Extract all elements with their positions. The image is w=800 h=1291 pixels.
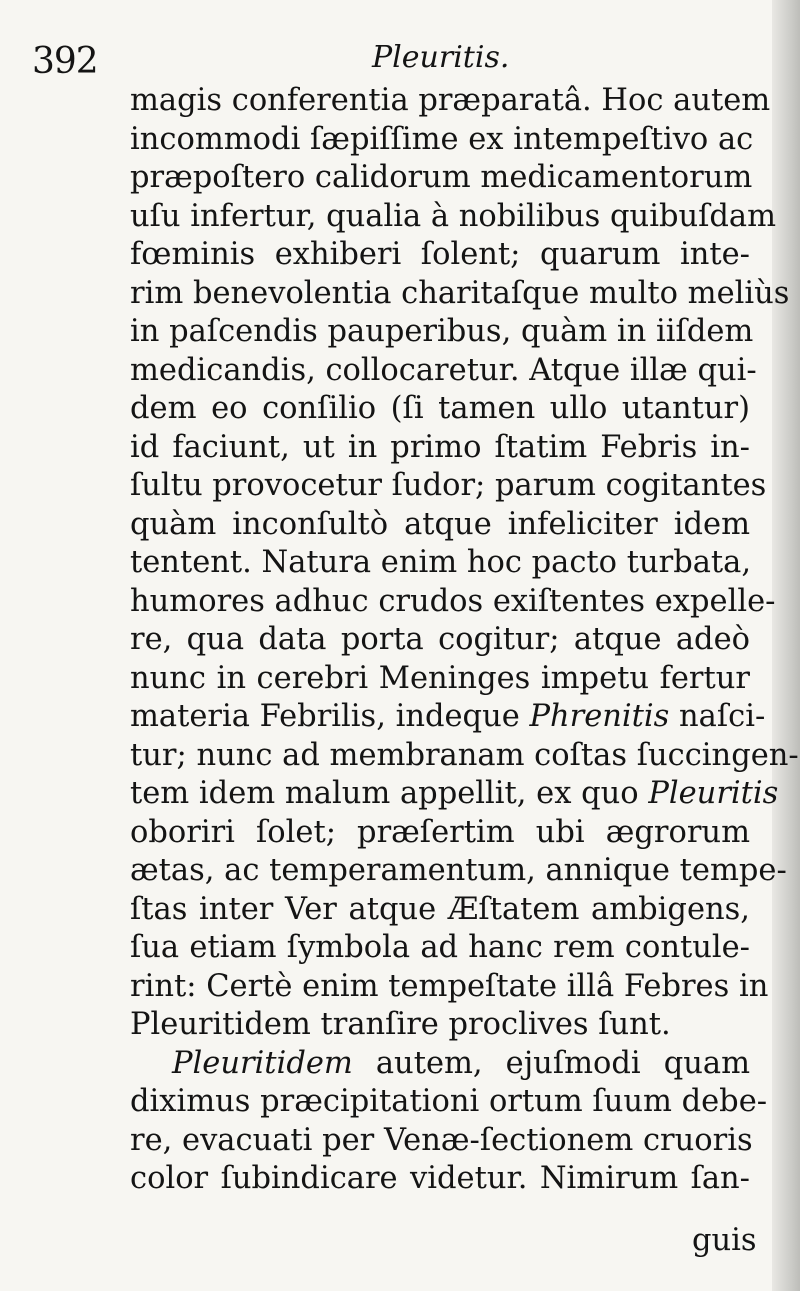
text-segment: naſci- <box>669 699 766 734</box>
running-title: Pleuritis. <box>372 40 510 75</box>
text-line <box>130 82 771 121</box>
text-segment: ſua etiam ſymbola ad hanc rem contule- <box>130 930 750 965</box>
text-segment: incommodi ſæpiſſime ex intempeſtivo ac <box>130 121 754 157</box>
text-segment: quàm inconſultò atque infeliciter idem <box>130 506 750 542</box>
text-line <box>130 621 750 660</box>
text-segment: tentent. Natura enim hoc pacto turbata, <box>130 545 752 580</box>
text-segment: fœminis exhiberi ſolent; quarum inte- <box>130 237 750 272</box>
text-segment: id faciunt, ut in primo ſtatim Febris in- <box>130 429 750 465</box>
page-gutter-shadow <box>772 0 800 1291</box>
text-segment: materia Febrilis, indeque <box>130 699 530 734</box>
text-line <box>130 968 769 1007</box>
text-segment: diximus præcipitationi ortum ſuum debe- <box>130 1084 768 1119</box>
text-segment: tem idem malum appellit, ex quo <box>130 776 649 811</box>
text-segment: re, evacuati per Venæ-ſectionem cruoris <box>130 1122 753 1158</box>
text-segment: nunc in cerebri Meninges impetu fertur <box>130 660 750 696</box>
text-line <box>130 698 766 737</box>
text-segment: oboriri ſolet; præſertim ubi ægrorum <box>130 814 750 850</box>
text-line <box>130 1083 768 1122</box>
text-line <box>130 737 799 776</box>
text-line <box>130 1045 750 1084</box>
text-line <box>130 159 753 198</box>
text-line <box>130 506 750 545</box>
italic-term: Phrenitis <box>529 699 670 734</box>
text-line <box>130 1122 753 1161</box>
text-segment: dem eo conſilio (ſi tamen ullo utantur) <box>130 391 750 426</box>
page-number: 392 <box>32 41 98 82</box>
text-line <box>130 352 757 391</box>
paragraph <box>130 82 799 1045</box>
text-segment: ætas, ac temperamentum, annique tempe- <box>130 853 787 888</box>
catchword: guis <box>692 1223 757 1258</box>
text-line <box>130 467 767 506</box>
text-segment: rim benevolentia charitaſque multo meliùs <box>130 275 790 311</box>
text-segment: Pleuritidem tranſire proclives ſunt. <box>130 1007 671 1042</box>
text-segment: præpoſtero calidorum medicamentorum <box>130 160 753 195</box>
text-segment: re, qua data porta cogitur; atque adeò <box>130 622 750 657</box>
text-line <box>130 660 750 699</box>
text-line <box>130 929 750 968</box>
text-line <box>130 198 777 237</box>
text-segment: medicandis, collocaretur. Atque illæ qui- <box>130 352 757 388</box>
text-line <box>130 313 754 352</box>
text-segment: ſtas inter Ver atque Æſtatem ambigens, <box>130 891 750 927</box>
text-line <box>130 852 787 891</box>
text-segment: humores adhuc crudos exiſtentes expelle- <box>130 583 776 619</box>
text-line <box>130 429 750 468</box>
italic-term: Pleuritis <box>648 776 779 811</box>
text-line <box>130 275 790 314</box>
text-line <box>130 775 779 814</box>
text-segment: uſu infertur, qualia à nobilibus quibuſdam <box>130 198 777 234</box>
body-text <box>130 82 799 1199</box>
text-segment: tur; nunc ad membranam coſtas ſuccingen- <box>130 737 799 773</box>
text-line <box>130 891 750 930</box>
text-line <box>130 390 750 429</box>
text-segment: ſultu provocetur ſudor; parum cogitantes <box>130 468 767 503</box>
text-line <box>130 814 750 853</box>
text-segment: autem, ejuſmodi quam <box>352 1045 750 1081</box>
text-segment: in paſcendis pauperibus, quàm in iiſdem <box>130 314 754 349</box>
text-segment: magis conferentia præparatâ. Hoc autem <box>130 83 771 118</box>
text-line <box>130 236 750 275</box>
text-line <box>130 544 750 583</box>
text-segment: color ſubindicare videtur. Nimirum ſan- <box>130 1161 750 1196</box>
text-line <box>130 583 776 622</box>
text-line <box>130 1160 750 1199</box>
text-segment: rint: Certè enim tempeſtate illâ Febres in <box>130 968 769 1004</box>
text-line <box>130 121 754 160</box>
text-line <box>130 1006 750 1045</box>
italic-term: Pleuritidem <box>172 1045 353 1081</box>
paragraph <box>130 1045 768 1199</box>
